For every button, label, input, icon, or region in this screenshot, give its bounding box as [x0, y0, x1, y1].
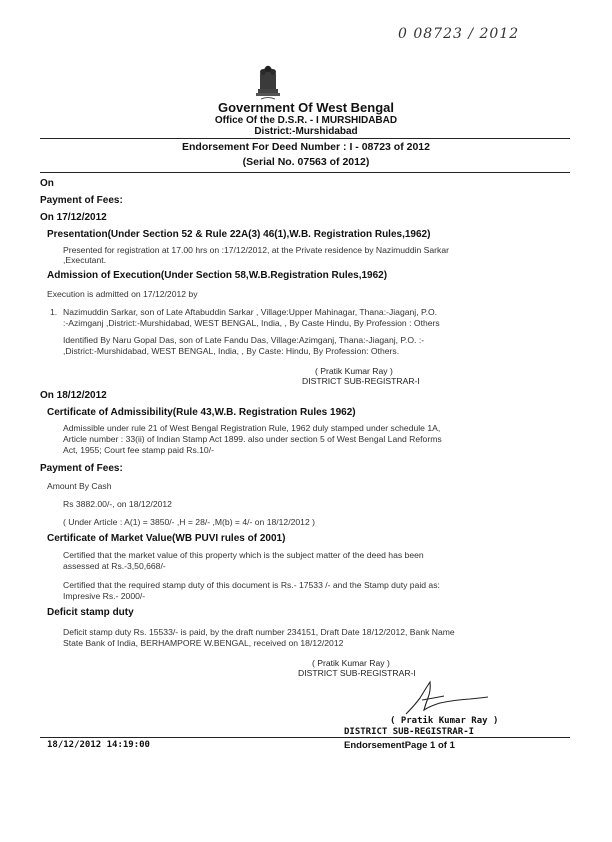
identifier-text: Identified By Naru Gopal Das, son of Late Fandu Das, Village:Azimganj, Thana:-Jiaganj, P.O. :-: [63, 335, 425, 345]
handwritten-deed-number: 0 08723 / 2012: [398, 26, 520, 42]
signatory-title: DISTRICT SUB-REGISTRAR-I: [302, 376, 420, 386]
executant-text: Nazimuddin Sarkar, son of Late Aftabuddin Sarkar , Village:Upper Mahinagar, Thana:-Jiaganj, P.O.: [63, 307, 438, 317]
payment-of-fees-heading: Payment of Fees:: [40, 463, 123, 474]
list-item-number: 1.: [50, 307, 58, 317]
endorsement-title: Endorsement For Deed Number : I - 08723 of 2012: [182, 141, 430, 153]
deficit-text: Deficit stamp duty Rs. 15533/- is paid, by the draft number 234151, Draft Date 18/12/2012, Bank Name: [63, 627, 455, 637]
presentation-heading: Presentation(Under Section 52 & Rule 22A(3) 46(1),W.B. Registration Rules,1962): [47, 229, 431, 240]
footer-signatory-title: DISTRICT SUB-REGISTRAR-I: [344, 727, 475, 737]
stamp-duty-text: Impresive Rs.- 2000/-: [63, 591, 146, 601]
stamp-duty-text: Certified that the required stamp duty of this document is Rs.- 17533 /- and the Stamp duty paid as:: [63, 580, 440, 590]
divider: [40, 138, 570, 139]
identifier-text: ,District:-Murshidabad, WEST BENGAL, India, , By Caste: Hindu, By Profession: Others.: [63, 346, 400, 356]
market-value-heading: Certificate of Market Value(WB PUVI rules of 2001): [47, 533, 286, 544]
executant-text: :-Azimganj ,District:-Murshidabad, WEST BENGAL, India, , By Caste Hindu, By Profession : Others: [63, 318, 440, 328]
on-label: On: [40, 178, 54, 189]
date-heading: On 17/12/2012: [40, 212, 107, 223]
footer-divider: [40, 737, 570, 738]
date-heading: On 18/12/2012: [40, 390, 107, 401]
presentation-text: Presented for registration at 17.00 hrs on :17/12/2012, at the Private residence by Nazimuddin Sarkar: [63, 245, 449, 255]
emblem-icon: [250, 62, 286, 102]
admissibility-text: Admissible under rule 21 of West Bengal Registration Rule, 1962 duly stamped under schedule 1A,: [63, 423, 441, 433]
admissibility-heading: Certificate of Admissibility(Rule 43,W.B. Registration Rules 1962): [47, 407, 356, 418]
district-title: District:-Murshidabad: [254, 126, 358, 137]
admission-heading: Admission of Execution(Under Section 58,W.B.Registration Rules,1962): [47, 270, 388, 281]
footer-signatory-name: ( Pratik Kumar Ray ): [390, 716, 499, 726]
print-timestamp: 18/12/2012 14:19:00: [47, 740, 150, 750]
signatory-name: ( Pratik Kumar Ray ): [312, 658, 390, 668]
deficit-text: State Bank of India, BERHAMPORE W.BENGAL, received on 18/12/2012: [63, 638, 344, 648]
handwritten-signature: [400, 676, 492, 718]
presentation-text: ,Executant.: [63, 255, 106, 265]
market-value-text: Certified that the market value of this property which is the subject matter of the deed has been: [63, 550, 424, 560]
deficit-stamp-heading: Deficit stamp duty: [47, 607, 134, 618]
page-number: EndorsementPage 1 of 1: [344, 740, 455, 751]
admission-text: Execution is admitted on 17/12/2012 by: [47, 289, 198, 299]
admissibility-text: Article number : 33(ii) of Indian Stamp Act 1899. also under section 5 of West Bengal Land Reforms: [63, 434, 442, 444]
admissibility-text: Act, 1955; Court fee stamp paid Rs.10/-: [63, 445, 214, 455]
market-value-text: assessed at Rs.-3,50,668/-: [63, 561, 166, 571]
signatory-name: ( Pratik Kumar Ray ): [315, 366, 393, 376]
payment-of-fees-heading: Payment of Fees:: [40, 195, 123, 206]
serial-number: (Serial No. 07563 of 2012): [242, 156, 370, 168]
cash-amount-text: Rs 3882.00/-, on 18/12/2012: [63, 499, 172, 509]
office-title: Office Of the D.S.R. - I MURSHIDABAD: [214, 115, 398, 126]
amount-by-cash-label: Amount By Cash: [47, 481, 112, 491]
signatory-title: DISTRICT SUB-REGISTRAR-I: [298, 668, 416, 678]
article-breakdown-text: ( Under Article : A(1) = 3850/- ,H = 28/- ,M(b) = 4/- on 18/12/2012 ): [63, 517, 315, 527]
divider: [40, 172, 570, 173]
government-title: Government Of West Bengal: [217, 100, 394, 115]
